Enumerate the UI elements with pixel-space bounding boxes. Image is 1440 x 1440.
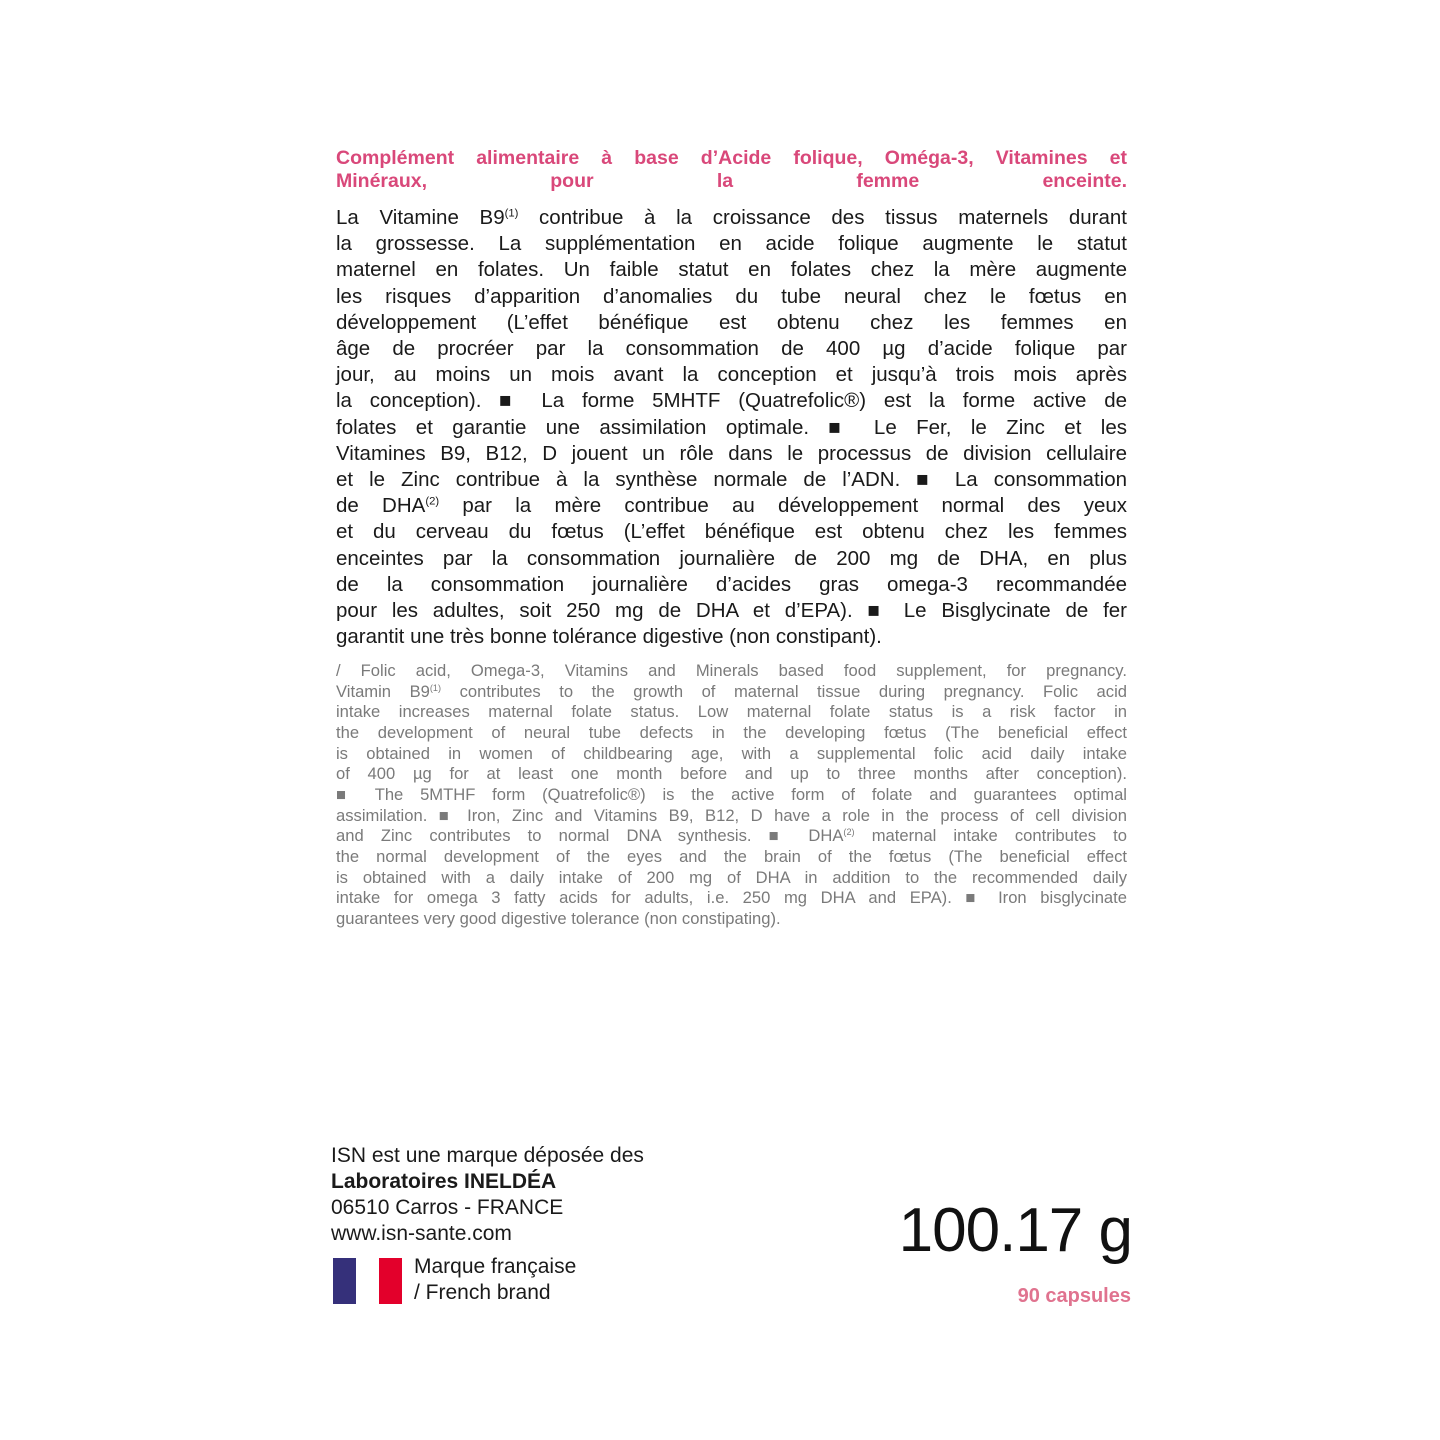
french-description-line: Vitamines B9, B12, D jouent un rôle dans le processus de division cellulaire	[336, 441, 1127, 465]
french-description-line: enceintes par la consommation journalière de 200 mg de DHA, en plus	[336, 546, 1127, 570]
footnote-marker: (2)	[843, 827, 855, 838]
net-weight: 100.17 g	[898, 1196, 1132, 1265]
french-description-line: de DHA$^{(2)}$ par la mère contribue au développement normal des yeux	[336, 494, 1128, 518]
french-description-line: maternel en folates. Un faible statut en folates chez la mère augmente	[336, 258, 1127, 282]
brand-origin-fr: Marque française	[414, 1255, 577, 1278]
english-description-line: and Zinc contributes to normal DNA synthesis. ■ DHA$^{(2)}$ maternal intake contributes to	[336, 826, 1128, 846]
french-description-line: développement (L’effet bénéfique est obtenu chez les femmes en	[336, 310, 1127, 334]
french-description-line: âge de procréer par la consommation de 400 µg d’acide folique par	[336, 337, 1127, 361]
french-description-line: de la consommation journalière d’acides gras omega-3 recommandée	[336, 572, 1127, 596]
company-address: 06510 Carros - FRANCE	[331, 1196, 564, 1219]
title-line: Complément alimentaire à base d’Acide folique, Oméga-3, Vitamines et	[336, 147, 1127, 169]
title-line: Minéraux, pour la femme enceinte.	[336, 170, 1127, 192]
brand-origin-en: / French brand	[414, 1281, 551, 1304]
company-name: Laboratoires INELDÉA	[331, 1170, 557, 1193]
french-description	[336, 205, 1127, 650]
english-description-line: the normal development of the eyes and the brain of the fœtus (The beneficial effect	[336, 846, 1127, 866]
english-description-line: assimilation. ■ Iron, Zinc and Vitamins B9, B12, D have a role in the process of cell division	[336, 805, 1127, 825]
footnote-marker: (1)	[504, 207, 519, 220]
french-description-line: jour, au moins un mois avant la conception et jusqu’à trois mois après	[336, 363, 1127, 387]
french-description-line: et le Zinc contribue à la synthèse normale de l’ADN. ■ La consommation	[336, 468, 1127, 492]
english-description-line: Vitamin B9$^{(1)}$ contributes to the growth of maternal tissue during pregnancy. Folic acid	[336, 681, 1127, 701]
english-description-line: guarantees very good digestive tolerance (non constipating).	[336, 908, 781, 928]
english-description-line: ■ The 5MTHF form (Quatrefolic®) is the active form of folate and guarantees optimal	[336, 784, 1127, 804]
french-flag-blue-stripe	[333, 1258, 356, 1304]
manufacturer-info	[331, 1143, 644, 1247]
company-website[interactable]: www.isn-sante.com	[331, 1222, 512, 1245]
capsule-count: 90 capsules	[1017, 1285, 1131, 1307]
english-description-line: is obtained in women of childbearing age, with a supplemental folic acid daily intake	[336, 743, 1127, 763]
french-description-line: garantit une très bonne tolérance digestive (non constipant).	[336, 625, 882, 649]
french-description-line: pour les adultes, soit 250 mg de DHA et d’EPA). ■ Le Bisglycinate de fer	[336, 599, 1127, 623]
french-description-line: et du cerveau du fœtus (L’effet bénéfique est obtenu chez les femmes	[336, 520, 1127, 544]
english-description-line: is obtained with a daily intake of 200 mg of DHA in addition to the recommended daily	[336, 867, 1127, 887]
french-flag-red-stripe	[379, 1258, 402, 1304]
french-description-line: la conception). ■ La forme 5MHTF (Quatrefolic®) est la forme active de	[336, 389, 1127, 413]
product-title	[336, 147, 1127, 193]
english-description-line: / Folic acid, Omega-3, Vitamins and Minerals based food supplement, for pregnancy.	[336, 661, 1127, 680]
english-description-line: intake increases maternal folate status. Low maternal folate status is a risk factor in	[336, 702, 1127, 722]
footnote-marker: (1)	[429, 682, 442, 693]
trademark-notice: ISN est une marque déposée des	[331, 1144, 644, 1167]
french-description-line: folates et garantie une assimilation optimale. ■ Le Fer, le Zinc et les	[336, 415, 1127, 439]
english-description-line: intake for omega 3 fatty acids for adults, i.e. 250 mg DHA and EPA). ■ Iron bisglycinate	[336, 888, 1127, 908]
brand-origin	[414, 1254, 576, 1306]
footnote-marker: (2)	[425, 495, 440, 508]
english-description-line: the development of neural tube defects in the developing fœtus (The beneficial effect	[336, 722, 1127, 742]
english-description	[336, 661, 1127, 930]
english-description-line: of 400 µg for at least one month before and up to three months after conception).	[336, 764, 1127, 784]
french-description-line: la grossesse. La supplémentation en acide folique augmente le statut	[336, 232, 1127, 256]
french-description-line: La Vitamine B9$^{(1)}$ contribue à la croissance des tissus maternels durant	[336, 206, 1128, 229]
french-description-line: les risques d’apparition d’anomalies du tube neural chez le fœtus en	[336, 284, 1127, 308]
